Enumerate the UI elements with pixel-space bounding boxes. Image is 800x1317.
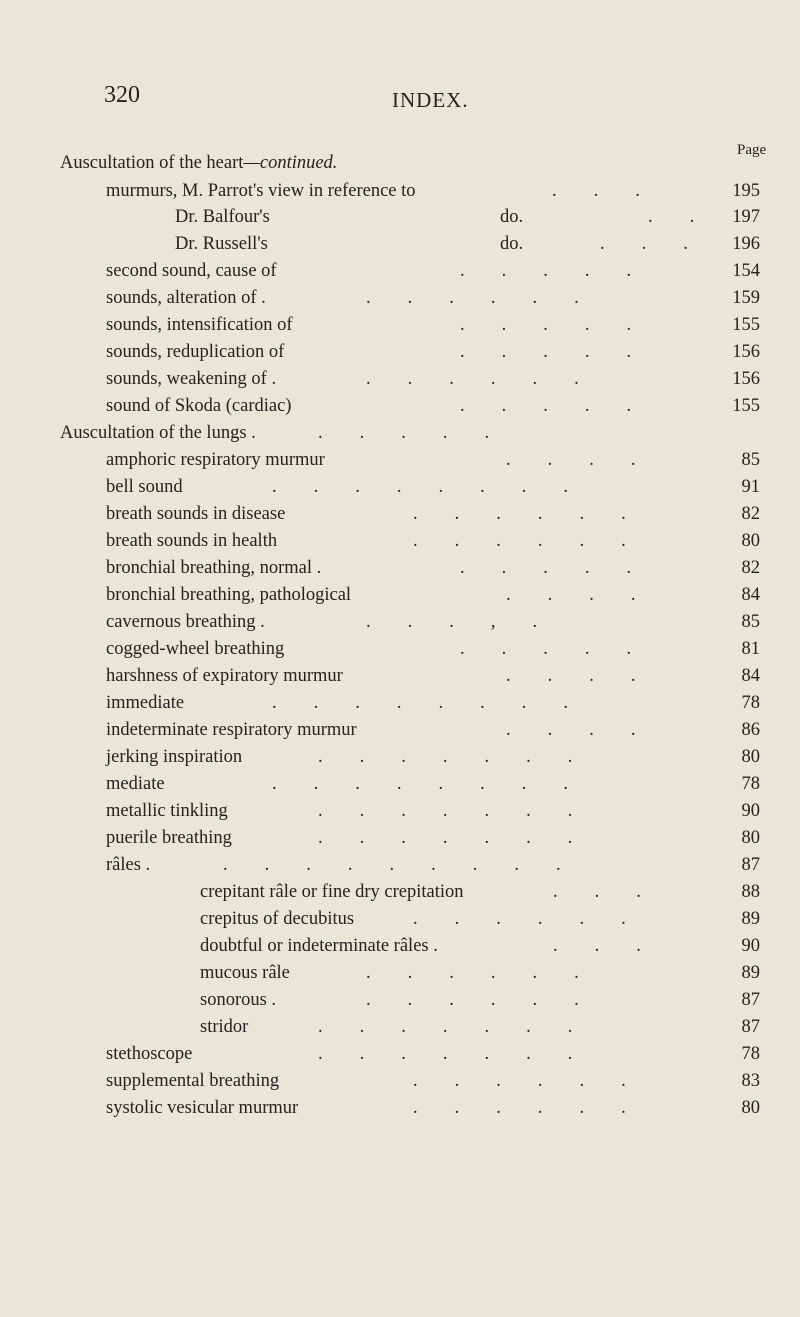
entry-page: 155 — [732, 396, 760, 416]
entry-page: 87 — [741, 855, 760, 875]
entry-ditto: do. — [500, 207, 524, 227]
entry-text: puerile breathing — [106, 828, 232, 848]
entry-page: 84 — [741, 666, 760, 686]
entry-text: râles . — [106, 855, 151, 875]
entry-text: crepitus of decubitus — [200, 909, 355, 929]
index-entry: Dr. Russell's do. . . . 196 — [0, 231, 800, 258]
index-entry: jerking inspiration . . . . . . . 80 — [0, 744, 800, 771]
entry-page: 155 — [732, 315, 760, 335]
index-entry: puerile breathing . . . . . . . 80 — [0, 825, 800, 852]
index-entry: supplemental breathing . . . . . . 83 — [0, 1068, 800, 1095]
entry-page: 197 — [732, 207, 760, 227]
entry-text: sounds, weakening of . — [106, 369, 277, 389]
index-entry: breath sounds in health . . . . . . 80 — [0, 528, 800, 555]
entry-text: Auscultation of the lungs . — [60, 423, 256, 443]
entry-page: 87 — [741, 1017, 760, 1037]
index-entry: sounds, weakening of . . . . . . . 156 — [0, 366, 800, 393]
entry-text: immediate — [106, 693, 185, 713]
entry-text: doubtful or indeterminate râles . — [200, 936, 438, 956]
index-entry: cogged-wheel breathing . . . . . 81 — [0, 636, 800, 663]
entry-text: crepitant râle or fine dry crepitation — [200, 882, 464, 902]
index-entry: sounds, intensification of . . . . . 155 — [0, 312, 800, 339]
entry-page: 87 — [741, 990, 760, 1010]
entry-page: 90 — [741, 936, 760, 956]
entry-page: 196 — [732, 234, 760, 254]
entry-page: 90 — [741, 801, 760, 821]
entry-page: 82 — [741, 504, 760, 524]
index-entry: breath sounds in disease . . . . . . 82 — [0, 501, 800, 528]
entry-ditto: do. — [500, 234, 524, 254]
index-heading-lungs: Auscultation of the lungs . . . . . . — [0, 420, 800, 447]
entry-text: supplemental breathing — [106, 1071, 280, 1091]
index-entry: sounds, alteration of . . . . . . . 159 — [0, 285, 800, 312]
entry-text: bronchial breathing, pathological — [106, 585, 352, 605]
entry-page: 80 — [741, 747, 760, 767]
entry-text: sound of Skoda (cardiac) — [106, 396, 292, 416]
entry-text: cavernous breathing . — [106, 612, 265, 632]
entry-text: second sound, cause of — [106, 261, 277, 281]
entry-text: breath sounds in health — [106, 531, 278, 551]
entry-page: 85 — [741, 612, 760, 632]
index-entry: harshness of expiratory murmur . . . . 84 — [0, 663, 800, 690]
entry-page: 154 — [732, 261, 760, 281]
index-entry: mucous râle . . . . . . 89 — [0, 960, 800, 987]
index-entry: immediate . . . . . . . . 78 — [0, 690, 800, 717]
entry-page: 156 — [732, 369, 760, 389]
page-column-label: Page — [737, 142, 767, 158]
index-entry: bronchial breathing, normal . . . . . . 82 — [0, 555, 800, 582]
entry-text: mucous râle — [200, 963, 290, 983]
entry-page: 91 — [741, 477, 760, 497]
index-heading-heart — [0, 150, 800, 177]
index-entry: indeterminate respiratory murmur . . . . 86 — [0, 717, 800, 744]
index-entry: râles . . . . . . . . . . 87 — [0, 852, 800, 879]
entry-text: breath sounds in disease — [106, 504, 286, 524]
entry-text: sounds, alteration of . — [106, 288, 266, 308]
index-entry: bell sound . . . . . . . . 91 — [0, 474, 800, 501]
entry-page: 80 — [741, 1098, 760, 1118]
entry-text: sonorous . — [200, 990, 277, 1010]
entry-page: 80 — [741, 531, 760, 551]
index-entry: metallic tinkling . . . . . . . 90 — [0, 798, 800, 825]
entry-page: 156 — [732, 342, 760, 362]
entry-text: metallic tinkling — [106, 801, 228, 821]
index-entry: sounds, reduplication of . . . . . 156 — [0, 339, 800, 366]
entry-text: stethoscope — [106, 1044, 193, 1064]
index-entry: sonorous . . . . . . . 87 — [0, 987, 800, 1014]
index-entry: second sound, cause of . . . . . 154 — [0, 258, 800, 285]
entry-italic-suffix: —continued. — [243, 153, 338, 173]
entry-page: 78 — [741, 693, 760, 713]
index-entry: sound of Skoda (cardiac) . . . . . 155 — [0, 393, 800, 420]
index-entry: crepitus of decubitus . . . . . . 89 — [0, 906, 800, 933]
entry-page: 89 — [741, 909, 760, 929]
index-entry: Dr. Balfour's do. . . 197 — [0, 204, 800, 231]
page-number: 320 — [104, 82, 140, 108]
index-entry: stridor . . . . . . . 87 — [0, 1014, 800, 1041]
index-entry: mediate . . . . . . . . 78 — [0, 771, 800, 798]
entry-text: sounds, intensification of — [106, 315, 293, 335]
entry-text: indeterminate respiratory murmur — [106, 720, 357, 740]
entry-text: Auscultation of the heart — [60, 153, 244, 173]
entry-page: 82 — [741, 558, 760, 578]
entry-page: 78 — [741, 1044, 760, 1064]
running-head: INDEX. — [392, 88, 469, 112]
entry-text: stridor — [200, 1017, 249, 1037]
index-entry: crepitant râle or fine dry crepitation . . . 88 — [0, 879, 800, 906]
entry-text: systolic vesicular murmur — [106, 1098, 299, 1118]
entry-page: 78 — [741, 774, 760, 794]
entry-text: cogged-wheel breathing — [106, 639, 285, 659]
entry-page: 80 — [741, 828, 760, 848]
entry-page: 81 — [741, 639, 760, 659]
entry-text: harshness of expiratory murmur — [106, 666, 343, 686]
entry-text: Dr. Russell's — [175, 234, 268, 254]
entry-page: 88 — [741, 882, 760, 902]
entry-text: mediate — [106, 774, 165, 794]
entry-text: bronchial breathing, normal . — [106, 558, 322, 578]
index-entry: doubtful or indeterminate râles . . . . 90 — [0, 933, 800, 960]
entry-text: bell sound — [106, 477, 183, 497]
entry-text: Dr. Balfour's — [175, 207, 270, 227]
entry-page: 159 — [732, 288, 760, 308]
index-entry: murmurs, M. Parrot's view in reference to . . . 195 — [0, 178, 800, 205]
index-entry: systolic vesicular murmur . . . . . . 80 — [0, 1095, 800, 1122]
entry-text: murmurs, M. Parrot's view in reference to — [106, 181, 416, 201]
entry-page: 86 — [741, 720, 760, 740]
entry-page: 84 — [741, 585, 760, 605]
index-entry: bronchial breathing, pathological . . . . 84 — [0, 582, 800, 609]
entry-text: sounds, reduplication of — [106, 342, 285, 362]
entry-page: 85 — [741, 450, 760, 470]
index-entry: stethoscope . . . . . . . 78 — [0, 1041, 800, 1068]
entry-page: 89 — [741, 963, 760, 983]
index-entry: amphoric respiratory murmur . . . . 85 — [0, 447, 800, 474]
entry-page: 195 — [732, 181, 760, 201]
entry-text: amphoric respiratory murmur — [106, 450, 325, 470]
index-entry: cavernous breathing . . . . , . 85 — [0, 609, 800, 636]
entry-text: jerking inspiration — [106, 747, 243, 767]
entry-page: 83 — [741, 1071, 760, 1091]
